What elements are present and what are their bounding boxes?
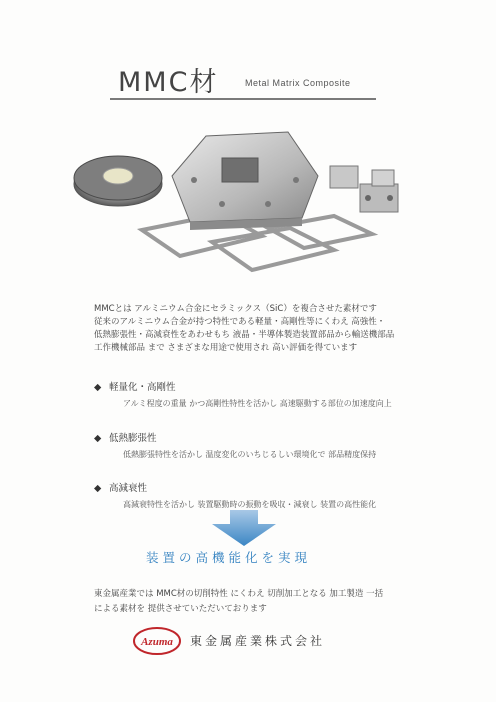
intro-paragraph xyxy=(94,303,424,355)
feature-description: アルミ程度の重量 かつ高剛性特性を活かし 高速駆動する部位の加速度向上 xyxy=(123,399,392,408)
logo-text: Azuma xyxy=(141,636,173,648)
slogan: 装置の高機能化を実現 xyxy=(146,550,312,565)
feature-title: 低熱膨張性 xyxy=(109,433,157,444)
company-logo xyxy=(132,626,182,656)
feature-heading xyxy=(94,480,147,494)
feature-heading xyxy=(94,430,157,444)
feature-description: 低熱膨張特性を活かし 温度変化のいちじるしい環境化で 部品精度保持 xyxy=(123,450,377,459)
closing-line: 東金属産業では MMC材の切削特性 にくわえ 切削加工となる 加工製造 一括 xyxy=(94,589,384,599)
intro-line: 低熱膨張性・高減衰性をあわせもち 液晶・半導体製造装置部品から輸送機部品 xyxy=(94,330,395,340)
product-photo xyxy=(72,118,418,290)
page-subtitle: Metal Matrix Composite xyxy=(245,78,351,88)
page-title: MMC材 xyxy=(118,67,219,98)
closing-line: による素材を 提供させていただいております xyxy=(94,604,267,614)
down-arrow-icon xyxy=(212,510,276,546)
closing-paragraph xyxy=(94,587,383,617)
diamond-bullet-icon: ◆ xyxy=(94,483,102,494)
feature-heading xyxy=(94,379,176,393)
base-plate-part xyxy=(172,132,318,230)
feature-title: 軽量化・高剛性 xyxy=(109,382,176,393)
title-underline xyxy=(110,98,376,100)
diamond-bullet-icon: ◆ xyxy=(94,433,102,444)
intro-line: MMCとは アルミニウム合金にセラミックス（SiC）を複合させた素材です xyxy=(94,304,377,314)
intro-line: 従来のアルミニウム合金が持つ特性である軽量・高剛性等にくわえ 高強性・ xyxy=(94,317,386,327)
company-name: 東金属産業株式会社 xyxy=(190,634,326,648)
diamond-bullet-icon: ◆ xyxy=(94,382,102,393)
intro-line: 工作機械部品 まで さまざまな用途で使用され 高い評価を得ています xyxy=(94,343,358,353)
block-parts xyxy=(330,166,398,212)
feature-description: 高減衰特性を活かし 装置駆動時の振動を吸収・減衰し 装置の高性能化 xyxy=(123,500,377,509)
disc-part xyxy=(74,156,162,206)
feature-title: 高減衰性 xyxy=(109,483,148,494)
